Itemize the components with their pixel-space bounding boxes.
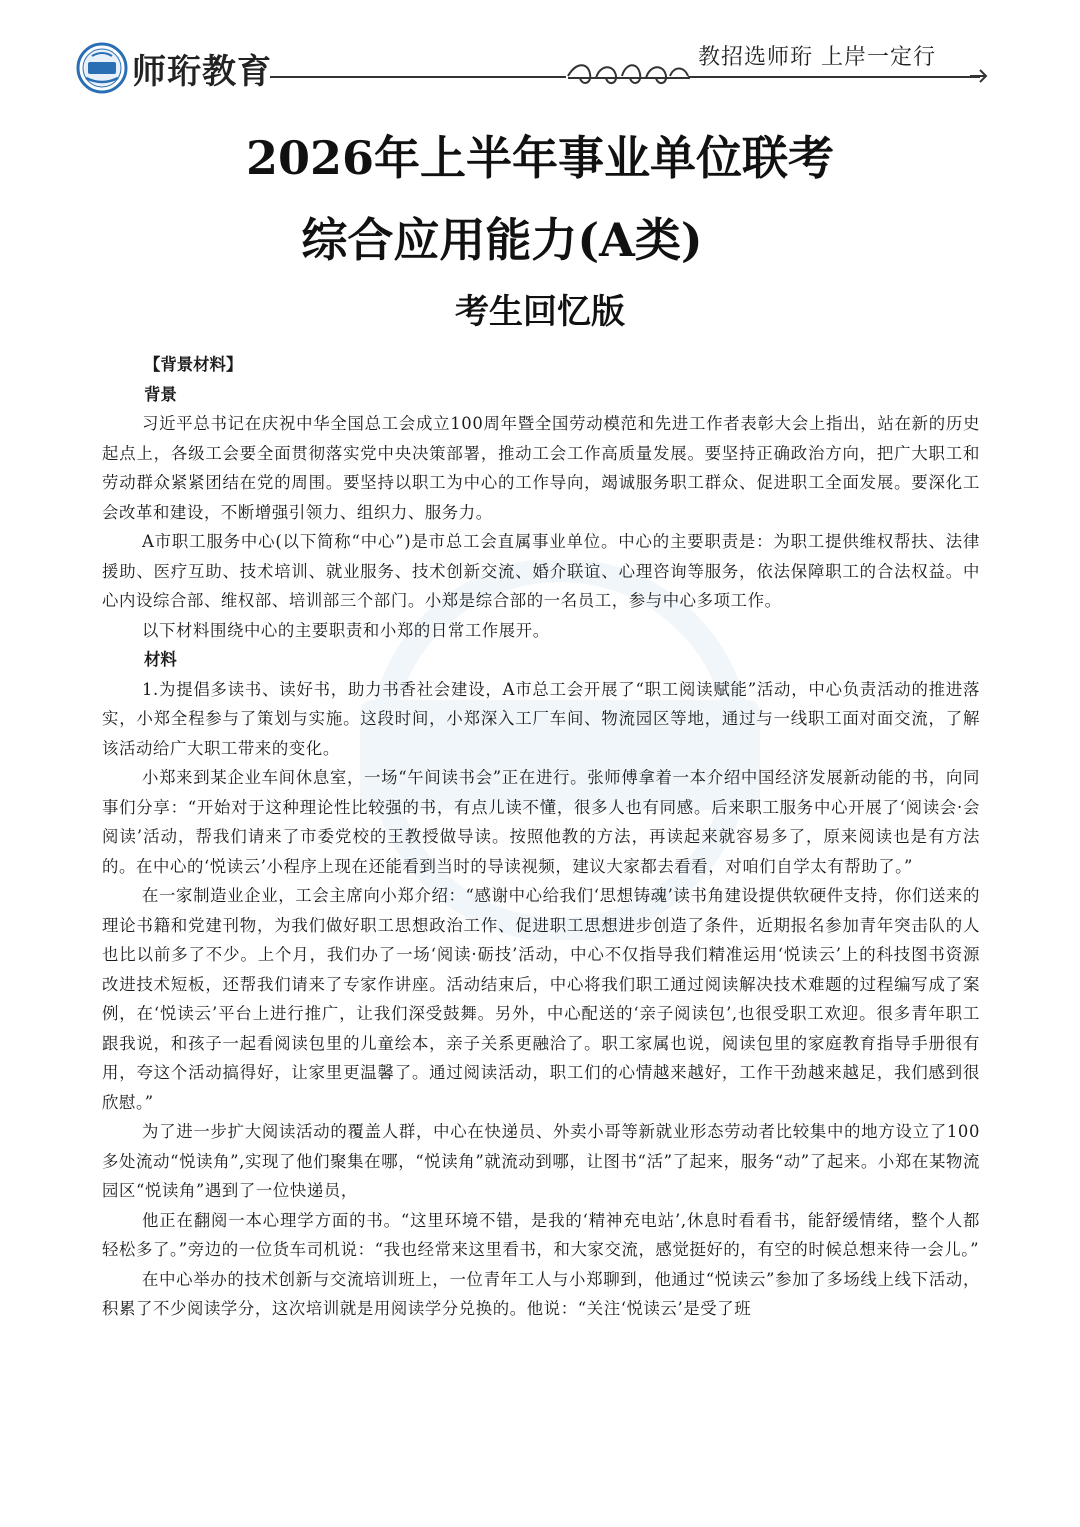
doc-title-main: 2026年上半年事业单位联考 — [245, 131, 835, 185]
arrow-end-icon — [968, 66, 988, 86]
section-heading-material: 【背景材料】 — [144, 355, 243, 374]
document-body — [102, 350, 980, 1324]
doc-title-subject: 综合应用能力(A类) — [301, 213, 703, 267]
paragraph: 小郑来到某企业车间休息室，一场“午间读书会”正在进行。张师傅拿着一本介绍中国经济发展新动能的书，向同事们分享：“开始对于这种理论性比较强的书，有点儿读不懂，很多人也有同感。后来职工服务中心开展了‘阅读会·会阅读’活动，帮我们请来了市委党校的王教授做导读。按照他教的方法，再读起来就容易多了，原来阅读也是有方法的。在中心的‘悦读云’小程序上现在还能看到当时的导读视频，建议大家都去看看，对咱们自学太有帮助了。” — [102, 768, 980, 876]
subheading-material: 材料 — [144, 650, 177, 669]
brand-name: 师珩教育 — [132, 52, 272, 92]
header-divider-right — [688, 76, 980, 78]
paragraph: 习近平总书记在庆祝中华全国总工会成立100周年暨全国劳动模范和先进工作者表彰大会上指出，站在新的历史起点上，各级工会要全面贯彻落实党中央决策部署，推动工会工作高质量发展。要坚持正确政治方向，把广大职工和劳动群众紧紧团结在党的周围。要坚持以职工为中心的工作导向，竭诚服务职工群众、促进职工全面发展。要深化工会改革和建设，不断增强引领力、组织力、服务力。 — [102, 414, 980, 522]
paragraph: 为了进一步扩大阅读活动的覆盖人群，中心在快递员、外卖小哥等新就业形态劳动者比较集中的地方设立了100多处流动“悦读角”,实现了他们聚集在哪，“悦读角”就流动到哪，让图书“活”了起来，服务“动”了起来。小郑在某物流园区“悦读角”遇到了一位快递员， — [102, 1122, 980, 1200]
paragraph: 以下材料围绕中心的主要职责和小郑的日常工作展开。 — [142, 620, 550, 640]
header-divider-left — [270, 76, 566, 78]
paragraph: 在一家制造业企业，工会主席向小郑介绍：“感谢中心给我们‘思想铸魂’读书角建设提供软硬件支持，你们送来的理论书籍和党建刊物，为我们做好职工思想政治工作、促进职工思想进步创造了条件，近期报名参加青年突击队的人也比以前多了不少。上个月，我们办了一场‘阅读·砺技’活动，中心不仅指导我们精准运用‘悦读云’上的科技图书资源改进技术短板，还帮我们请来了专家作讲座。活动结束后，中心将我们职工通过阅读解决技术难题的过程编写成了案例，在‘悦读云’平台上进行推广，让我们深受鼓舞。另外，中心配送的‘亲子阅读包’,也很受职工欢迎。很多青年职工跟我说，和孩子一起看阅读包里的儿童绘本，亲子关系更融洽了。职工家属也说，阅读包里的家庭教育指导手册很有用，夸这个活动搞得好，让家里更温馨了。通过阅读活动，职工们的心情越来越好，工作干劲越来越足，我们感到很欣慰。” — [102, 886, 980, 1112]
paragraph: 他正在翻阅一本心理学方面的书。“这里环境不错，是我的‘精神充电站’,休息时看看书，能舒缓情绪，整个人都轻松多了。”旁边的一位货车司机说：“我也经常来这里看书，和大家交流，感觉挺好的，有空的时候总想来待一会儿。” — [102, 1210, 980, 1259]
header-slogan: 教招选师珩 上岸一定行 — [698, 45, 936, 70]
paragraph: 1.为提倡多读书、读好书，助力书香社会建设，A市总工会开展了“职工阅读赋能”活动，中心负责活动的推进落实，小郑全程参与了策划与实施。这段时间，小郑深入工厂车间、物流园区等地，通过与一线职工面对面交流，了解该活动给广大职工带来的变化。 — [102, 679, 980, 758]
page-header — [0, 0, 1080, 100]
paragraph: A市职工服务中心(以下简称“中心”)是市总工会直属事业单位。中心的主要职责是：为职工提供维权帮扶、法律援助、医疗互助、技术培训、就业服务、技术创新交流、婚介联谊、心理咨询等服务，依法保障职工的合法权益。中心内设综合部、维权部、培训部三个部门。小郑是综合部的一名员工，参与中心多项工作。 — [102, 532, 980, 610]
paragraph: 在中心举办的技术创新与交流培训班上，一位青年工人与小郑聊到，他通过“悦读云”参加了多场线上线下活动，积累了不少阅读学分，这次培训就是用阅读学分兑换的。他说：“关注‘悦读云’是受了班 — [102, 1269, 980, 1318]
brand-logo-icon — [76, 42, 128, 94]
doc-title-edition: 考生回忆版 — [455, 292, 625, 332]
subheading-background: 背景 — [144, 384, 177, 404]
ornament-swirl-icon — [566, 56, 692, 90]
